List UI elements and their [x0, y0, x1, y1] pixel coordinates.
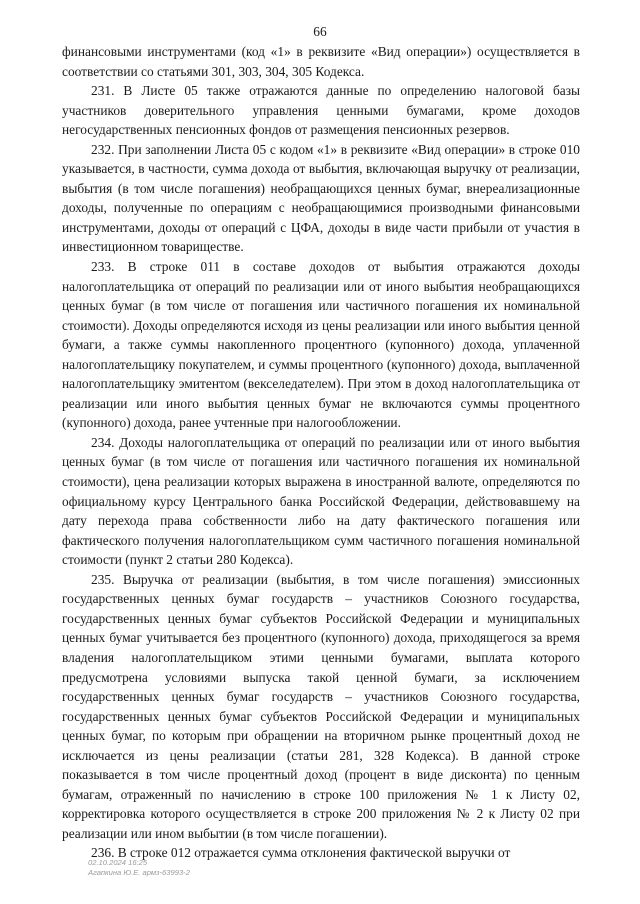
footer-author-code: Агапкина Ю.Е. армз-63993-2 [88, 868, 190, 877]
footer-timestamp: 02.10.2024 16:25 [88, 858, 148, 867]
paragraph-232: 232. При заполнении Листа 05 с кодом «1» в реквизите «Вид операции» в строке 010 указывается, в частности, сумма дохода от выбытия, включающая выручку от реализации, выбытия (в том числе погашения) необращающихся ценных бумаг, внереализационные доходы, полученные по операциям с необращающимися производными финансовыми инструментами, доходы от операций с ЦФА, доходы в виде части прибыли от участия в инвестиционном товариществе. [62, 141, 580, 255]
paragraph-continuation: финансовыми инструментами (код «1» в реквизите «Вид операции») осуществляется в соответствии со статьями 301, 303, 304, 305 Кодекса. [62, 44, 580, 79]
paragraph-234: 234. Доходы налогоплательщика от операций по реализации или от иного выбытия ценных бумаг (в том числе от погашения или частичного погашения их номинальной стоимости), цена реализации которых выражена в иностранной валюте, определяются по официальному курсу Центрального банка Российской Федерации, действовавшему на дату перехода права собственности либо на дату фактического погашения или фактического получения налогоплательщиком сумм частичного погашения номинальной стоимости (пункт 2 статьи 280 Кодекса). [62, 434, 580, 568]
paragraph-233: 233. В строке 011 в составе доходов от выбытия отражаются доходы налогоплательщика от операций по реализации или от иного выбытия необращающихся ценных бумаг (в том числе от погашения или частичного погашения их номинальной стоимости). Доходы определяются исходя из цены реализации или иного выбытия ценной бумаги, а также суммы накопленного процентного (купонного) дохода, уплаченной налогоплательщику покупателем, и суммы процентного (купонного) дохода, выплаченной налогоплательщику эмитентом (векселедателем). При этом в доход налогоплательщика от реализации или иного выбытия ценных бумаг не включаются суммы процентного (купонного) дохода, ранее учтенные при налогообложении. [62, 259, 580, 431]
document-stamp-footer [88, 858, 190, 878]
page-number: 66 [313, 24, 327, 39]
paragraph-235: 235. Выручка от реализации (выбытия, в том числе погашения) эмиссионных государственных ценных бумаг государств – участников Союзного государства, государственных ценных бумаг субъектов Российской Федерации и муниципальных ценных бумаг учитывается без процентного (купонного) дохода, приходящегося за время владения налогоплательщиком этими ценными бумагами, выплата которого предусмотрена условиями выпуска такой ценной бумаги, за исключением государственных ценных бумаг государств – участников Союзного государства, государственных ценных бумаг субъектов Российской Федерации и муниципальных ценных бумаг, по которым при обращении на вторичном рынке процентный доход не исключается из цены реализации (статьи 281, 328 Кодекса). В данной строке показывается в том числе процентный доход (процент в виде дисконта) по ценным бумагам, отраженный по начислению в строке 100 приложения № 1 к Листу 02, корректировка которого осуществляется в строке 200 приложения № 2 к Листу 02 при реализации или ином выбытии (в том числе погашении). [62, 571, 580, 841]
body-text [62, 42, 580, 863]
paragraph-236: 236. В строке 012 отражается сумма отклонения фактической выручки от [91, 845, 511, 861]
paragraph-231: 231. В Листе 05 также отражаются данные по определению налоговой базы участников доверительного управления ценными бумагами, кроме доходов негосударственных пенсионных фондов от размещения пенсионных резервов. [62, 83, 580, 138]
